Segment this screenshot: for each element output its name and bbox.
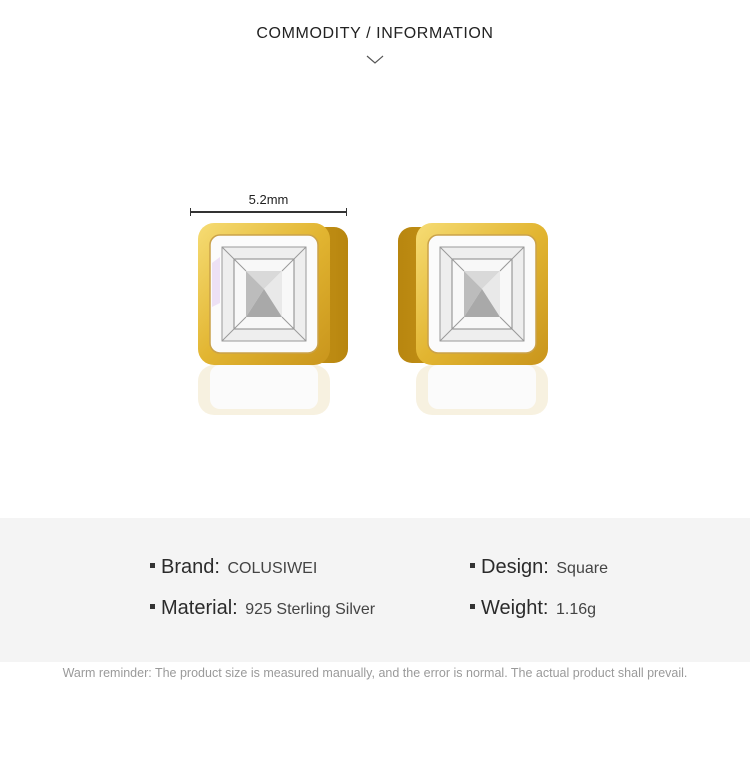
bullet-icon	[470, 604, 475, 609]
warm-reminder: Warm reminder: The product size is measured manually, and the error is normal. The actual product shall prevail.	[62, 666, 688, 680]
spec-value: 1.16g	[556, 601, 597, 618]
spec-weight	[470, 597, 596, 620]
spec-value: Square	[556, 560, 608, 577]
spec-label: Weight:	[481, 597, 549, 619]
spec-label: Brand:	[161, 556, 220, 578]
bullet-icon	[150, 604, 155, 609]
chevron-down-icon	[366, 55, 384, 65]
spec-label: Design:	[481, 556, 549, 578]
earring-stud-left	[196, 223, 348, 368]
spec-label: Material:	[161, 597, 238, 619]
spec-design	[470, 556, 608, 579]
bullet-icon	[470, 563, 475, 568]
spec-value: COLUSIWEI	[227, 560, 318, 577]
reflection-left	[196, 365, 348, 415]
spec-brand	[150, 556, 317, 579]
earring-stud-right	[398, 223, 550, 368]
section-title: COMMODITY / INFORMATION	[256, 25, 494, 42]
spec-panel	[0, 518, 750, 662]
bullet-icon	[150, 563, 155, 568]
dimension-indicator	[190, 192, 347, 214]
spec-material	[150, 597, 375, 620]
reflection-right	[398, 365, 550, 415]
dimension-line	[190, 211, 347, 213]
product-image	[180, 180, 580, 440]
spec-value: 925 Sterling Silver	[245, 601, 376, 618]
dimension-label: 5.2mm	[248, 192, 289, 207]
